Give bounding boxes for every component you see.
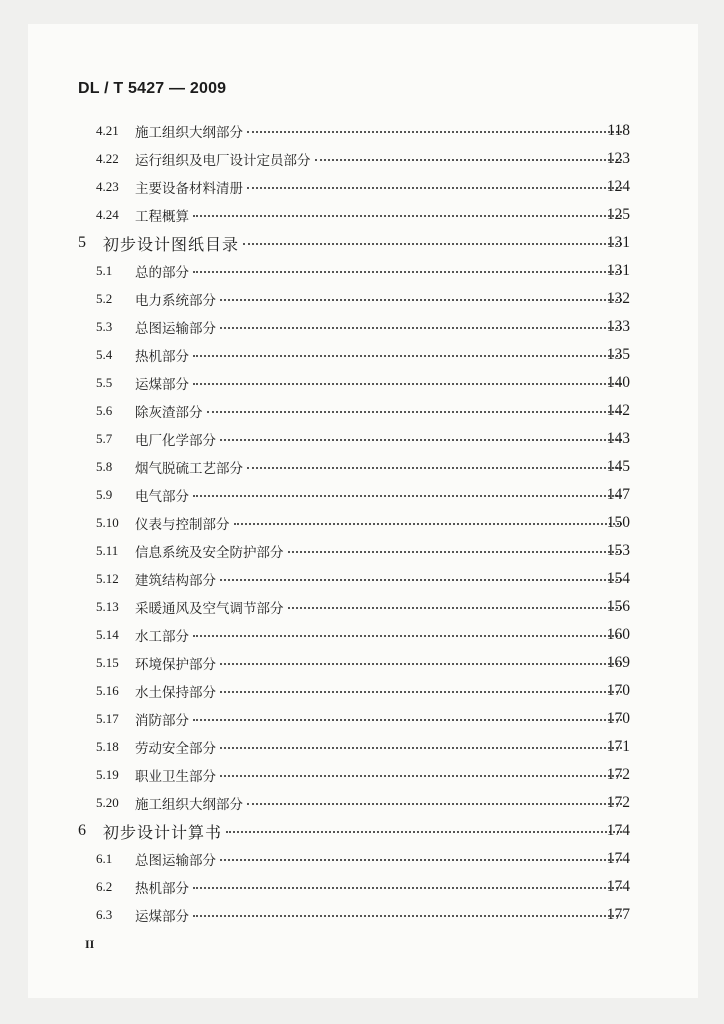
toc-entry-row[interactable] <box>28 705 698 733</box>
toc-page-number: 156 <box>606 598 630 615</box>
toc-entry-row[interactable] <box>28 257 698 285</box>
page-folio: II <box>85 937 95 951</box>
toc-page-number: 142 <box>606 402 630 419</box>
toc-entry-title: 热机部分 <box>135 881 189 897</box>
toc-entry-title: 消防部分 <box>135 713 189 729</box>
toc-page-number: 154 <box>606 570 630 587</box>
toc-entry-number: 5.7 <box>96 431 113 446</box>
dot-leader <box>193 355 622 357</box>
toc-entry-row[interactable] <box>28 397 698 425</box>
dot-leader <box>243 243 622 245</box>
toc-entry-number: 5.10 <box>96 515 119 530</box>
toc-page-number: 170 <box>606 682 630 699</box>
toc-entry-number: 5.12 <box>96 571 119 586</box>
toc-entry-number: 6.2 <box>96 879 113 894</box>
document-page <box>28 24 698 998</box>
toc-entry-number: 4.23 <box>96 179 119 194</box>
toc-entry-title: 初步设计计算书 <box>103 822 223 842</box>
dot-leader <box>193 635 622 637</box>
toc-page-number: 170 <box>606 710 630 727</box>
toc-entry-row[interactable] <box>28 593 698 621</box>
toc-entry-number: 5.8 <box>96 459 113 474</box>
toc-entry-number: 5.18 <box>96 739 119 754</box>
toc-page-number: 160 <box>606 626 630 643</box>
toc-entry-title: 运煤部分 <box>135 377 189 393</box>
dot-leader <box>247 803 622 805</box>
toc-page-number: 174 <box>606 850 630 867</box>
toc-entry-title: 热机部分 <box>135 349 189 365</box>
toc-entry-row[interactable] <box>28 481 698 509</box>
toc-page-number: 124 <box>606 178 630 195</box>
toc-entry-row[interactable] <box>28 789 698 817</box>
toc-entry-number: 5.17 <box>96 711 119 726</box>
toc-page-number: 132 <box>606 290 630 307</box>
toc-entry-row[interactable] <box>28 117 698 145</box>
toc-section-row[interactable] <box>28 817 698 845</box>
toc-entry-number: 5.2 <box>96 291 113 306</box>
toc-entry-title: 主要设备材料清册 <box>135 181 243 197</box>
toc-page-number: 140 <box>606 374 630 391</box>
toc-entry-row[interactable] <box>28 173 698 201</box>
toc-entry-title: 施工组织大纲部分 <box>135 797 243 813</box>
toc-entry-title: 信息系统及安全防护部分 <box>135 545 284 561</box>
toc-entry-number: 5.3 <box>96 319 113 334</box>
toc-entry-number: 5 <box>78 234 86 251</box>
toc-entry-number: 4.21 <box>96 123 119 138</box>
dot-leader <box>220 859 622 861</box>
toc-page-number: 145 <box>606 458 630 475</box>
dot-leader <box>220 327 622 329</box>
dot-leader <box>220 691 622 693</box>
toc-entry-row[interactable] <box>28 369 698 397</box>
toc-entry-number: 5.15 <box>96 655 119 670</box>
toc-entry-row[interactable] <box>28 201 698 229</box>
toc-entry-number: 6.1 <box>96 851 113 866</box>
toc-page-number: 169 <box>606 654 630 671</box>
toc-entry-number: 4.24 <box>96 207 119 222</box>
toc-entry-title: 烟气脱硫工艺部分 <box>135 461 243 477</box>
toc-entry-title: 仪表与控制部分 <box>135 517 230 533</box>
dot-leader <box>220 299 622 301</box>
toc-section-row[interactable] <box>28 229 698 257</box>
table-of-contents <box>28 117 698 929</box>
toc-entry-number: 5.4 <box>96 347 113 362</box>
toc-entry-row[interactable] <box>28 677 698 705</box>
dot-leader <box>315 159 622 161</box>
dot-leader <box>288 551 622 553</box>
toc-entry-row[interactable] <box>28 733 698 761</box>
toc-page-number: 133 <box>606 318 630 335</box>
dot-leader <box>220 439 622 441</box>
toc-entry-title: 工程概算 <box>135 209 189 225</box>
toc-entry-title: 总图运输部分 <box>135 853 216 869</box>
dot-leader <box>193 719 622 721</box>
toc-page-number: 171 <box>606 738 630 755</box>
toc-entry-title: 劳动安全部分 <box>135 741 216 757</box>
toc-entry-row[interactable] <box>28 901 698 929</box>
toc-page-number: 135 <box>606 346 630 363</box>
standard-code-header: DL / T 5427 — 2009 <box>78 80 227 97</box>
toc-entry-row[interactable] <box>28 873 698 901</box>
toc-entry-title: 运煤部分 <box>135 909 189 925</box>
toc-entry-title: 电厂化学部分 <box>135 433 216 449</box>
toc-entry-number: 5.5 <box>96 375 113 390</box>
dot-leader <box>247 467 622 469</box>
toc-entry-row[interactable] <box>28 341 698 369</box>
toc-entry-title: 建筑结构部分 <box>135 573 216 589</box>
toc-entry-number: 6.3 <box>96 907 113 922</box>
toc-entry-title: 水工部分 <box>135 629 189 645</box>
toc-entry-number: 5.14 <box>96 627 119 642</box>
toc-entry-title: 除灰渣部分 <box>135 405 203 421</box>
toc-page-number: 123 <box>606 150 630 167</box>
toc-page-number: 172 <box>606 766 630 783</box>
toc-entry-title: 采暖通风及空气调节部分 <box>135 601 284 617</box>
toc-entry-number: 5.11 <box>96 543 119 558</box>
dot-leader <box>234 523 622 525</box>
toc-entry-row[interactable] <box>28 649 698 677</box>
dot-leader <box>220 663 622 665</box>
dot-leader <box>220 747 622 749</box>
dot-leader <box>247 131 622 133</box>
toc-entry-number: 4.22 <box>96 151 119 166</box>
toc-page-number: 131 <box>606 234 630 251</box>
dot-leader <box>193 271 622 273</box>
dot-leader <box>247 187 622 189</box>
toc-entry-number: 5.13 <box>96 599 119 614</box>
toc-page-number: 172 <box>606 794 630 811</box>
toc-page-number: 143 <box>606 430 630 447</box>
toc-entry-title: 职业卫生部分 <box>135 769 216 785</box>
toc-entry-row[interactable] <box>28 145 698 173</box>
toc-entry-number: 5.1 <box>96 263 113 278</box>
dot-leader <box>220 579 622 581</box>
toc-page-number: 153 <box>606 542 630 559</box>
toc-entry-row[interactable] <box>28 537 698 565</box>
toc-entry-row[interactable] <box>28 313 698 341</box>
toc-page-number: 174 <box>606 822 630 839</box>
dot-leader <box>193 495 622 497</box>
toc-entry-number: 6 <box>78 822 86 839</box>
toc-page-number: 174 <box>606 878 630 895</box>
toc-entry-row[interactable] <box>28 621 698 649</box>
dot-leader <box>288 607 622 609</box>
dot-leader <box>193 887 622 889</box>
dot-leader <box>207 411 622 413</box>
dot-leader <box>226 831 622 833</box>
toc-entry-row[interactable] <box>28 565 698 593</box>
toc-entry-title: 水土保持部分 <box>135 685 216 701</box>
toc-entry-title: 总的部分 <box>135 265 189 281</box>
toc-entry-title: 总图运输部分 <box>135 321 216 337</box>
toc-entry-row[interactable] <box>28 845 698 873</box>
dot-leader <box>193 915 622 917</box>
toc-entry-number: 5.19 <box>96 767 119 782</box>
toc-entry-title: 环境保护部分 <box>135 657 216 673</box>
toc-entry-row[interactable] <box>28 509 698 537</box>
toc-entry-number: 5.16 <box>96 683 119 698</box>
toc-entry-number: 5.6 <box>96 403 113 418</box>
toc-entry-row[interactable] <box>28 453 698 481</box>
toc-entry-title: 电气部分 <box>135 489 189 505</box>
toc-entry-row[interactable] <box>28 285 698 313</box>
dot-leader <box>193 383 622 385</box>
toc-entry-title: 运行组织及电厂设计定员部分 <box>135 153 311 169</box>
toc-page-number: 118 <box>607 122 630 139</box>
toc-page-number: 131 <box>606 262 630 279</box>
toc-entry-number: 5.9 <box>96 487 113 502</box>
toc-entry-title: 初步设计图纸目录 <box>103 234 240 254</box>
dot-leader <box>193 215 622 217</box>
toc-entry-row[interactable] <box>28 761 698 789</box>
toc-entry-number: 5.20 <box>96 795 119 810</box>
toc-entry-row[interactable] <box>28 425 698 453</box>
toc-entry-title: 施工组织大纲部分 <box>135 125 243 141</box>
dot-leader <box>220 775 622 777</box>
toc-page-number: 177 <box>606 906 630 923</box>
toc-page-number: 150 <box>606 514 630 531</box>
toc-entry-title: 电力系统部分 <box>135 293 216 309</box>
toc-page-number: 125 <box>606 206 630 223</box>
toc-page-number: 147 <box>606 486 630 503</box>
